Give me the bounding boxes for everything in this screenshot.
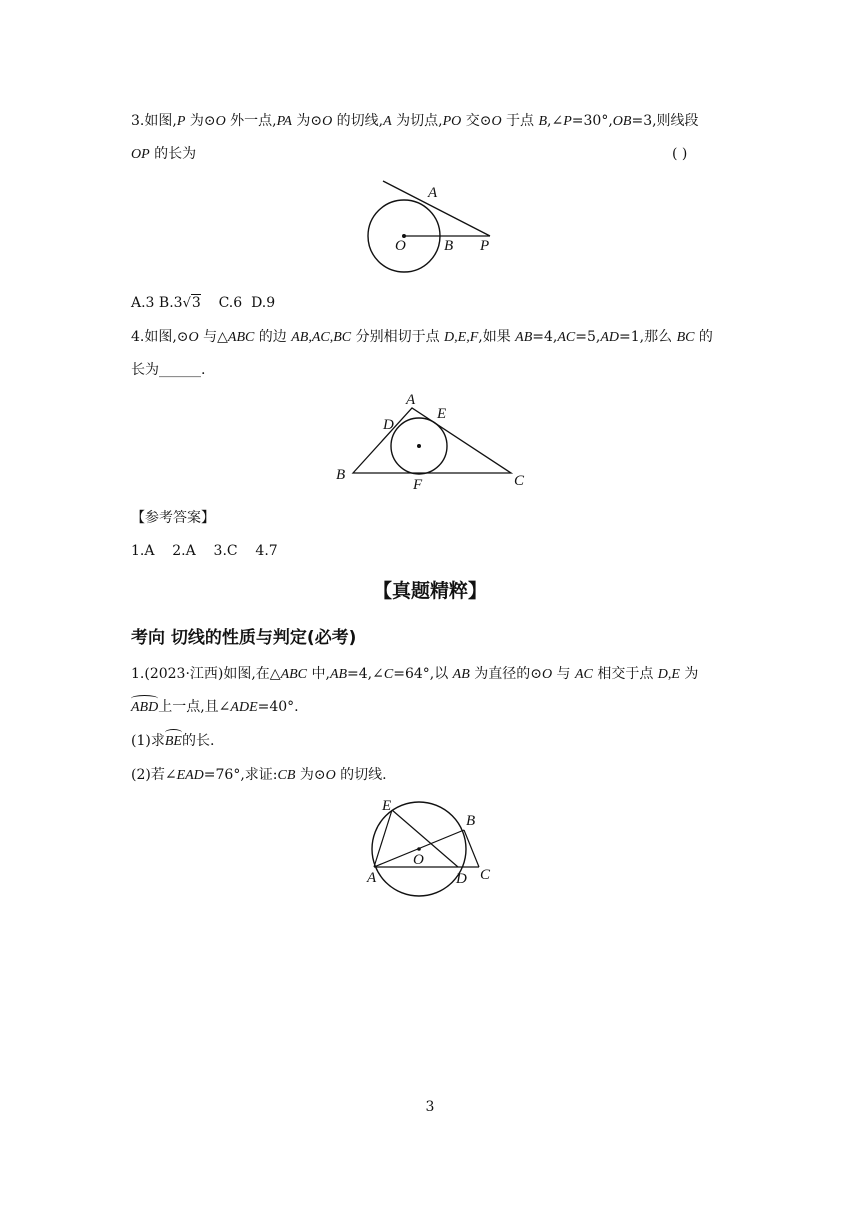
q3-text-line1: 3.如图,P 为⊙O 外一点,PA 为⊙O 的切线,A 为切点,PO 交⊙O 于点 B,∠P=30°,OB=3,则线段 (131, 113, 699, 129)
q4-figure (330, 388, 530, 493)
q4-label-c: C (514, 473, 525, 489)
p1-center-dot (417, 847, 421, 851)
p1-label-o: O (413, 852, 424, 868)
section-title: 【真题精粹】 (372, 580, 487, 602)
q4-label-b: B (336, 467, 346, 483)
q4-label-e: E (437, 406, 447, 422)
p1-question-1: (1)求BE的长. (131, 731, 214, 752)
q3-label-o: O (395, 238, 406, 254)
p1-label-a: A (367, 870, 377, 886)
q4-triangle (353, 408, 511, 473)
q3-figure (360, 175, 510, 280)
q4-center-dot (417, 444, 421, 448)
p1-label-d: D (456, 871, 467, 887)
q3-text-line2: OP 的长为 (131, 146, 197, 162)
q3-label-b: B (444, 238, 454, 254)
p1-text-line1: 1.(2023·江西)如图,在△ABC 中,AB=4,∠C=64°,以 AB 为直径的⊙O 与 AC 相交于点 D,E 为 (131, 666, 699, 682)
p1-figure (362, 796, 502, 898)
p1-text-line2: ABD上一点,且∠ADE=40°. (131, 697, 299, 718)
q3-options: A.3 B.3√3 C.6 D.9 (131, 295, 276, 311)
answers-heading: 【参考答案】 (131, 510, 215, 526)
q4-text-line1: 4.如图,⊙O 与△ABC 的边 AB,AC,BC 分别相切于点 D,E,F,如果 AB=4,AC=5,AD=1,那么 BC 的 (131, 329, 713, 345)
p1-question-2: (2)若∠EAD=76°,求证:CB 为⊙O 的切线. (131, 767, 387, 783)
q4-text-line2: 长为______. (131, 362, 206, 378)
subsection-title: 考向 切线的性质与判定(必考) (131, 628, 357, 648)
q3-label-a: A (428, 185, 438, 201)
p1-line-ed (392, 810, 458, 867)
arc-abd: ABD (131, 698, 158, 718)
q4-label-a: A (406, 392, 416, 408)
p1-label-b: B (466, 813, 476, 829)
q3-answer-paren: ( ) (672, 146, 688, 162)
page-number: 3 (425, 1099, 435, 1115)
p1-label-c: C (480, 867, 491, 883)
answers-values: 1.A 2.A 3.C 4.7 (131, 543, 278, 559)
q4-label-f: F (413, 477, 423, 493)
q4-label-d: D (383, 417, 394, 433)
arc-be: BE (165, 732, 182, 752)
q3-label-p: P (480, 238, 490, 254)
p1-label-e: E (382, 798, 392, 814)
